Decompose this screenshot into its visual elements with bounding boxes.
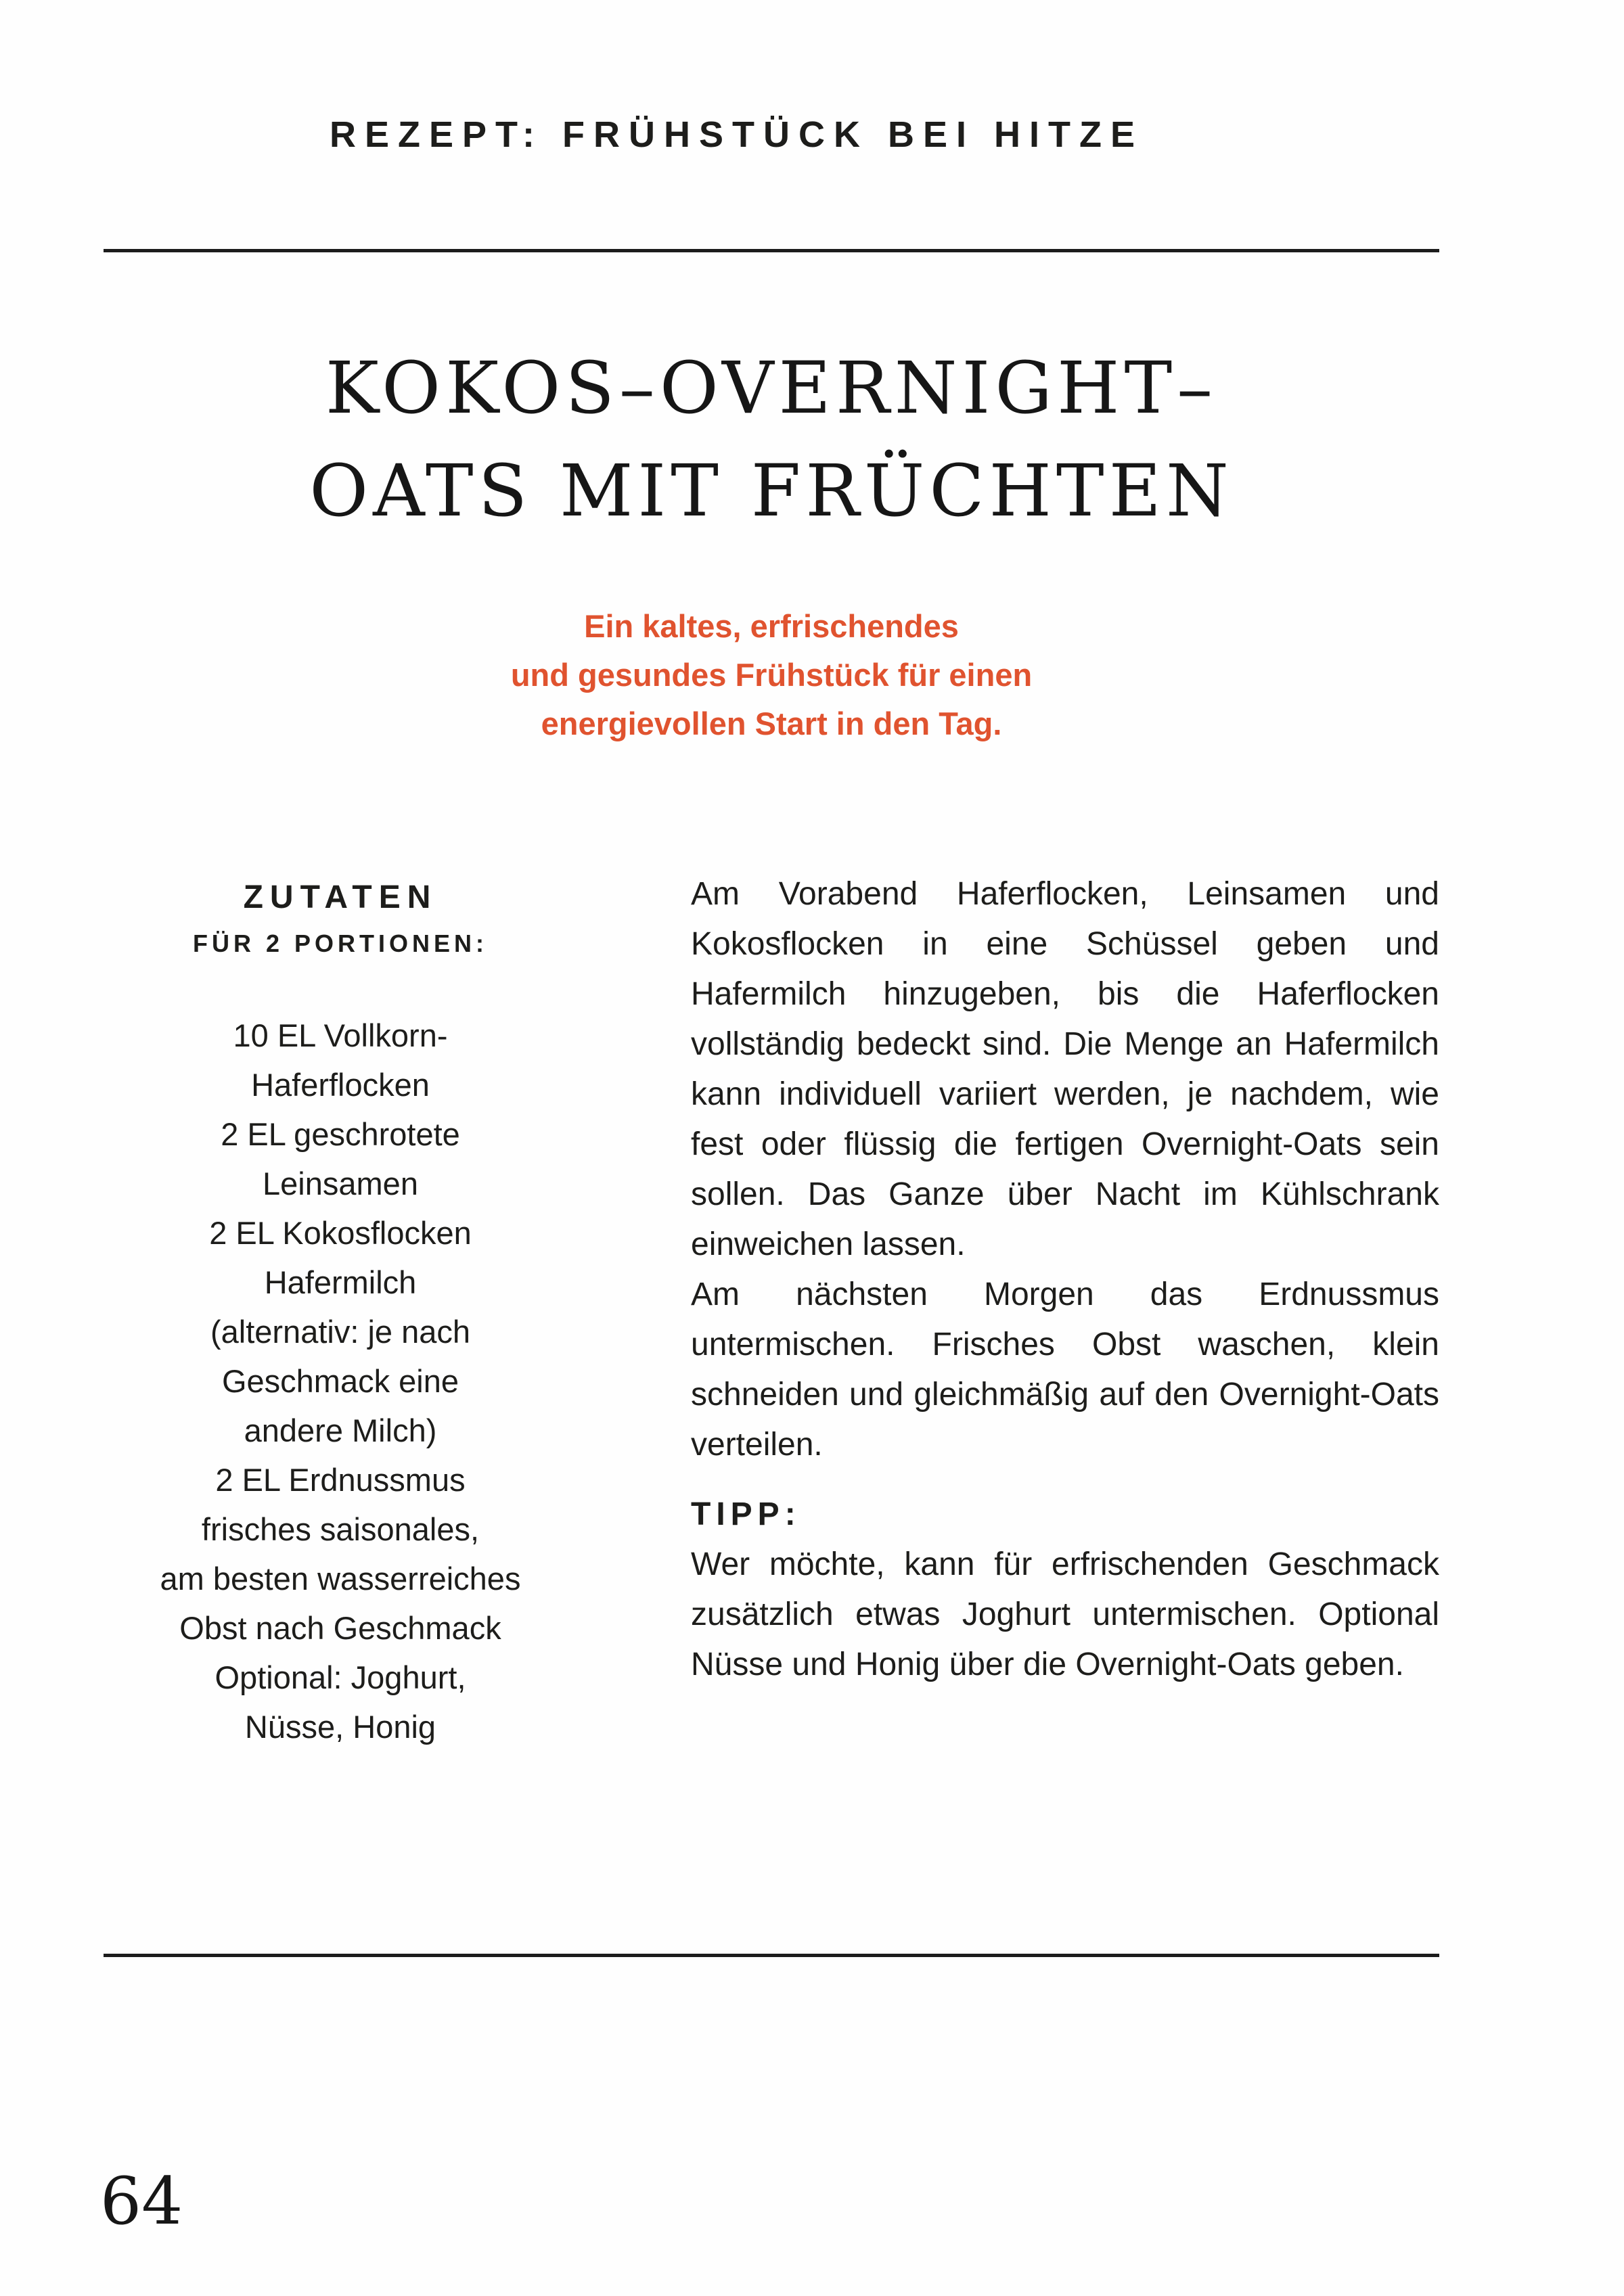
recipe-title-line-1: KOKOS–OVERNIGHT– [325,346,1218,430]
subtitle-line: Ein kaltes, erfrischendes [584,608,959,644]
recipe-title-line-2: OATS MIT FRÜCHTEN [309,449,1234,532]
tip-heading: TIPP: [691,1496,801,1532]
tip-paragraph: Wer möchte, kann für erfrischenden Geschmack zusätzlich etwas Joghurt untermischen. Optional Nüsse und Honig über die Overnight-Oats geben. [691,1546,1439,1682]
page-number: 64 [100,2163,183,2239]
subtitle-line: und gesundes Frühstück für einen [510,657,1033,693]
ingredient-line: 10 EL Vollkorn- [233,1017,448,1053]
ingredient-line: Hafermilch [264,1264,417,1300]
recipe-subtitle [104,602,1439,748]
ingredient-line: Nüsse, Honig [244,1709,436,1745]
ingredients-heading: ZUTATEN [243,879,438,915]
top-divider-rule [104,249,1439,252]
ingredient-line: (alternativ: je nach [210,1314,471,1350]
ingredient-line: am besten wasserreiches [160,1561,521,1597]
ingredient-line: Obst nach Geschmack [179,1610,501,1646]
ingredient-line: Haferflocken [251,1067,430,1103]
ingredient-line: 2 EL Kokosflocken [209,1215,472,1251]
ingredient-line: Optional: Joghurt, [215,1659,466,1695]
bottom-divider-rule [104,1954,1439,1957]
ingredient-line: frisches saisonales, [201,1511,480,1547]
ingredient-line: Leinsamen [263,1166,418,1201]
instruction-paragraph: Am Vorabend Haferflocken, Leinsamen und Kokosflocken in eine Schüssel geben und Hafermilch hinzugeben, bis die Haferflocken vollständig bedeckt sind. Die Menge an Hafermilch kann individuell variiert werden, je nachdem, wie fest oder flüssig die fertigen Overnight-Oats sein sollen. Das Ganze über Nacht im Kühlschrank einweichen lassen. [691,876,1439,1262]
ingredient-line: Geschmack eine [221,1363,459,1399]
ingredients-column [104,869,577,1751]
instruction-paragraph: Am nächsten Morgen das Erdnussmus untermischen. Frisches Obst waschen, klein schneiden und gleichmäßig auf den Overnight-Oats verteilen. [691,1277,1439,1463]
ingredient-line: 2 EL geschrotete [221,1116,460,1152]
ingredient-line: 2 EL Erdnussmus [215,1462,466,1498]
subtitle-line: energievollen Start in den Tag. [541,706,1002,741]
ingredient-line: andere Milch) [244,1413,437,1448]
recipe-title [104,337,1439,543]
instructions-column [691,869,1439,1690]
content-columns [104,869,1439,1751]
ingredients-list [104,1011,577,1751]
section-kicker: REZEPT: FRÜHSTÜCK BEI HITZE [330,114,1144,155]
ingredients-subheading: FÜR 2 PORTIONEN: [192,929,488,957]
